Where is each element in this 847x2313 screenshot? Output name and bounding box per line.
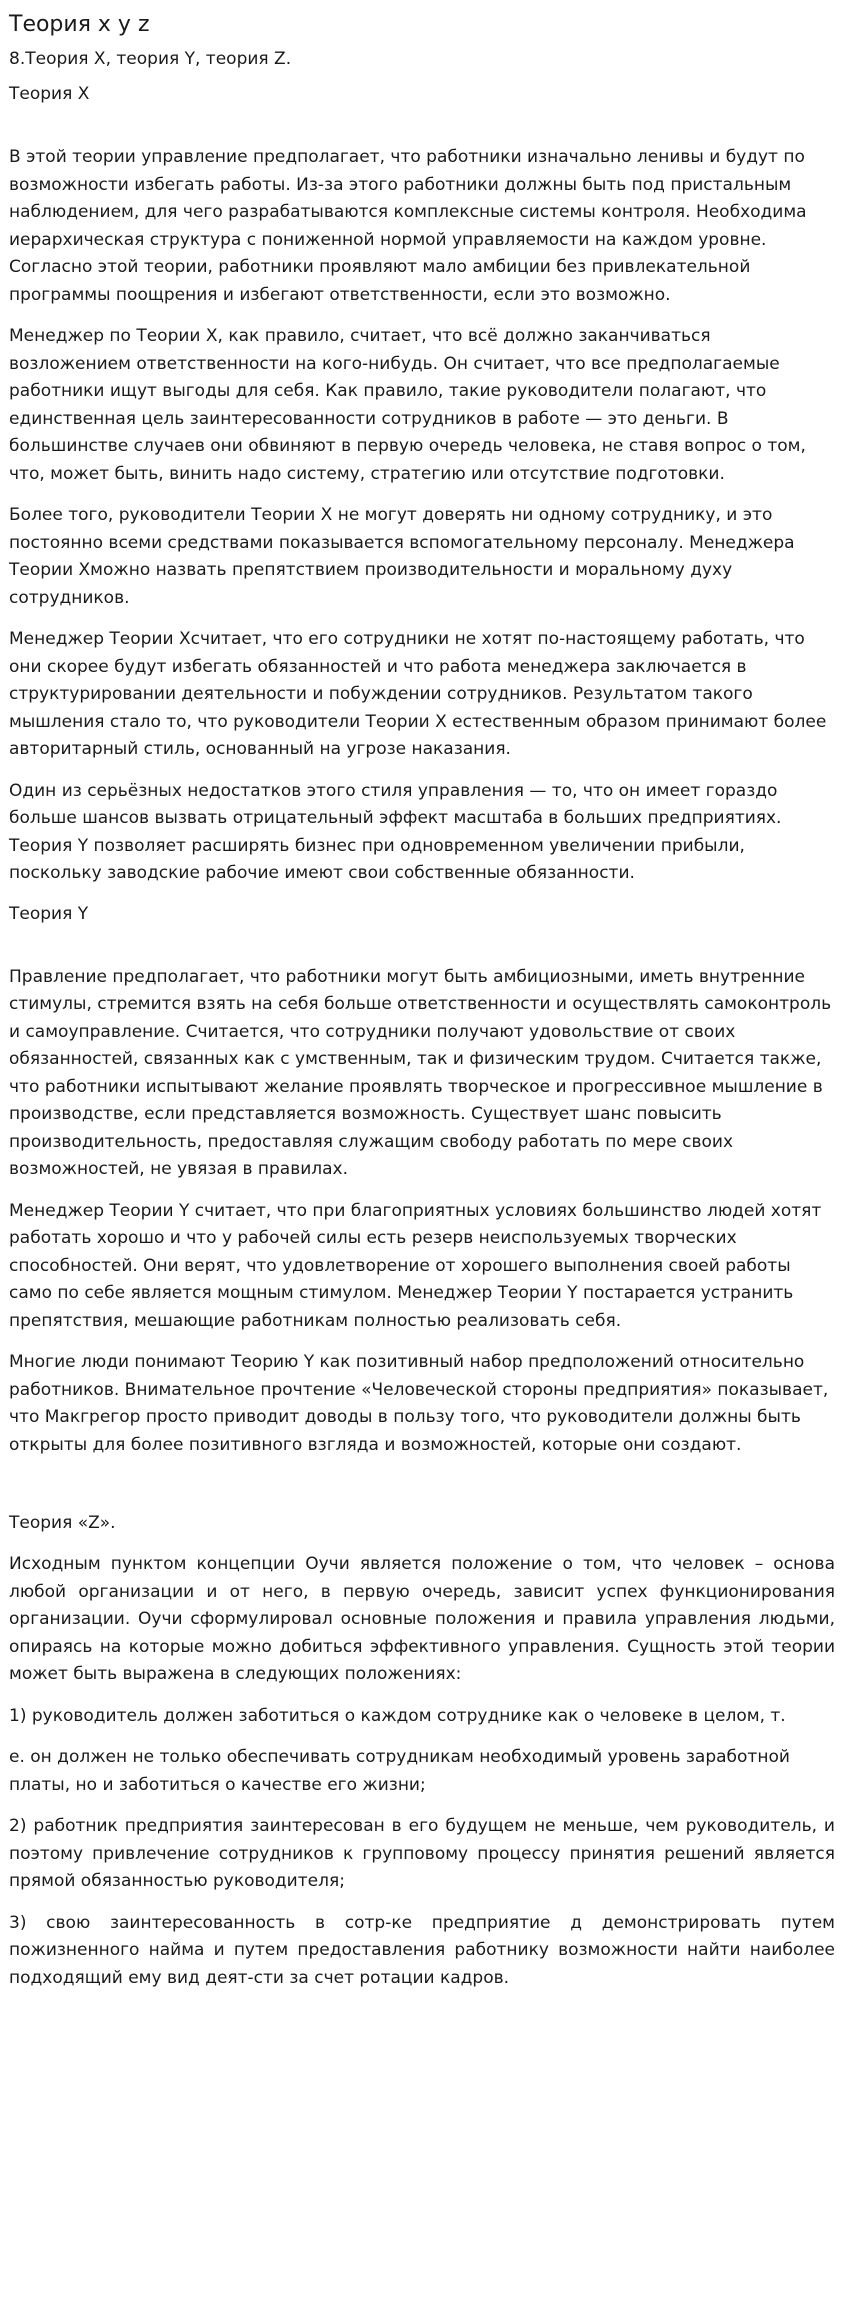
theory-x-heading: Теория X: [9, 84, 90, 104]
theory-y-paragraph-2: Менеджер Теории Y считает, что при благоприятных условиях большинство людей хотят работать хорошо и что у рабочей силы есть резерв неиспользуемых творческих способностей. Они верят, что удовлетворение от хорошего выполнения своей работы само по себе является мощным стимулом. Менеджер Теории Y постарается устранить препятствия, мешающие работникам полностью реализовать себя.: [9, 1200, 822, 1331]
theory-y-heading: Теория Y: [9, 903, 89, 924]
theory-x-paragraph-3: Более того, руководители Теории X не могут доверять ни одному сотруднику, и это постоянно всеми средствами показывается вспомогательному персоналу. Менеджера Теории Xможно назвать препятствием производительности и моральному духу сотрудников.: [9, 505, 795, 608]
theory-z-point-1-continued: е. он должен не только обеспечивать сотрудникам необходимый уровень заработной платы, но и заботиться о качестве его жизни;: [9, 1747, 790, 1795]
theory-x-paragraph-2: Менеджер по Теории X, как правило, считает, что всё должно заканчиваться возложением ответственности на кого-нибудь. Он считает, что все предполагаемые работники ищут выгоды для себя. Как правило, такие руководители полагают, что единственная цель заинтересованности сотрудников в работе — это деньги. В большинстве случаев они обвиняют в первую очередь человека, не ставя вопрос о том, что, может быть, винить надо систему, стратегию или отсутствие подготовки.: [9, 326, 806, 484]
theory-z-point-2: 2) работник предприятия заинтересован в его будущем не меньше, чем руководитель, и поэтому привлечение сотрудников к групповому процессу принятия решений является прямой обязанностью руководителя;: [9, 1816, 835, 1891]
theory-z-point-3: 3) свою заинтересованность в сотр-ке предприятие д демонстрировать путем пожизненного найма и путем предоставления работнику возможности найти наиболее подходящий ему вид деят-сти за счет ротации кадров.: [9, 1912, 835, 1988]
theory-z-point-1: 1) руководитель должен заботиться о каждом сотруднике как о человеке в целом, т.: [9, 1705, 786, 1726]
theory-z-paragraph-1: Исходным пунктом концепции Оучи является положение о том, что человек – основа любой организации и от него, в первую очередь, зависит успех функционирования организации. Оучи сформулировал основные положения и правила управления людьми, опираясь на которые можно добиться эффективного управления. Сущность этой теории может быть выражена в следующих положениях:: [9, 1554, 835, 1684]
theory-x-paragraph-1: В этой теории управление предполагает, что работники изначально ленивы и будут по возможности избегать работы. Из-за этого работники должны быть под пристальным наблюдением, для чего разрабатываются комплексные системы контроля. Необходима иерархическая структура с пониженной нормой управляемости на каждом уровне. Согласно этой теории, работники проявляют мало амбиции без привлекательной программы поощрения и избегают ответственности, если это возможно.: [9, 147, 807, 305]
theory-y-paragraph-1: Правление предполагает, что работники могут быть амбициозными, иметь внутренние стимулы, стремится взять на себя больше ответственности и осуществлять самоконтроль и самоуправление. Считается, что сотрудники получают удовольствие от своих обязанностей, связанных как с умственным, так и физическим трудом. Считается также, что работники испытывают желание проявлять творческое и прогрессивное мышление в производстве, если представляется возможность. Существует шанс повысить производительность, предоставляя служащим свободу работать по мере своих возможностей, не увязая в правилах.: [9, 966, 832, 1179]
theory-x-paragraph-5: Один из серьёзных недостатков этого стиля управления — то, что он имеет гораздо больше шансов вызвать отрицательный эффект масштаба в больших предприятиях. Теория Y позволяет расширять бизнес при одновременном увеличении прибыли, поскольку заводские рабочие имеют свои собственные обязанности.: [9, 780, 782, 883]
theory-y-paragraph-3: Многие люди понимают Теорию Y как позитивный набор предположений относительно работников. Внимательное прочтение «Человеческой стороны предприятия» показывает, что Макгрегор просто приводит доводы в пользу того, что руководители должны быть открыты для более позитивного взгляда и возможностей, которые они создают.: [9, 1352, 829, 1455]
theory-z-heading: Теория «Z».: [9, 1513, 116, 1533]
page-title: Теория x y z: [9, 12, 150, 37]
page-subtitle: 8.Теория X, теория Y, теория Z.: [9, 49, 292, 69]
theory-x-paragraph-4: Менеджер Теории Xсчитает, что его сотрудники не хотят по-настоящему работать, что они скорее будут избегать обязанностей и что работа менеджера заключается в структурировании деятельности и побуждении сотрудников. Результатом такого мышления стало то, что руководители Теории X естественным образом принимают более авторитарный стиль, основанный на угрозе наказания.: [9, 629, 827, 759]
